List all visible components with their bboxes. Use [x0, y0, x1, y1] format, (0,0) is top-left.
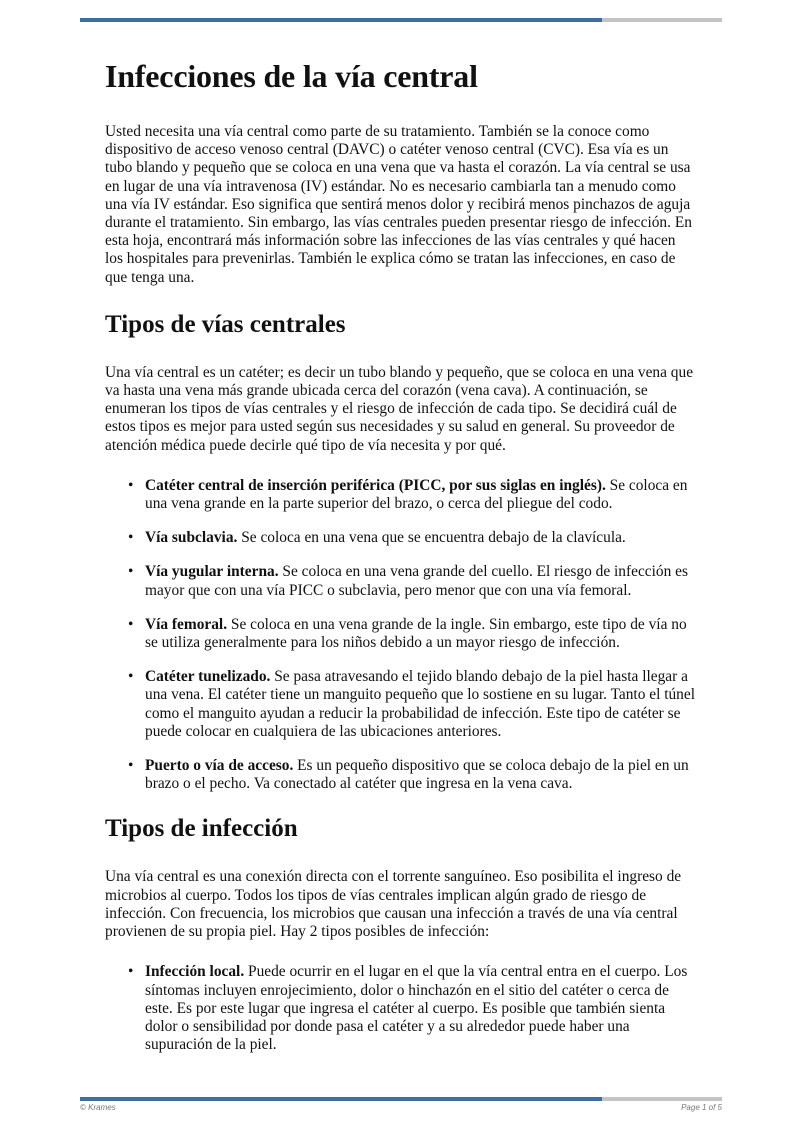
bottom-rule-gray: [602, 1097, 722, 1101]
section-heading-tipos-infeccion: Tipos de infección: [105, 815, 298, 843]
section-paragraph-tipos-infeccion: Una vía central es una conexión directa con el torrente sanguíneo. Eso posibilita el ingreso de microbios al cuerpo. Todos los tipos de vías centrales implican algún grado de riesgo de infección. Con frecuencia, los microbios que causan una infección a través de una vía central provienen de su propia piel. Hay 2 tipos posibles de infección:: [105, 868, 682, 941]
list-item-term: Catéter central de inserción periférica (PICC, por sus siglas en inglés).: [145, 476, 606, 494]
bullet-icon: •: [128, 757, 134, 775]
bullet-icon: •: [128, 963, 134, 981]
list-item-text: Se pasa atravesando el tejido blando debajo de la piel hasta llegar a una vena. El catéter tiene un manguito pequeño que lo sostiene en su lugar. Tanto el túnel como el manguito ayudan a reducir la probabilidad de infección. Este tipo de catéter se puede colocar en cualquiera de las ubicaciones anteriores.: [145, 668, 695, 740]
list-item-text: Se coloca en una vena grande en la parte superior del brazo, o cerca del pliegue del codo.: [145, 476, 688, 513]
footer-copyright: © Krames: [80, 1103, 116, 1112]
document-body: [105, 50, 695, 1074]
list-item-term: Vía yugular interna.: [145, 563, 279, 581]
section-paragraph-tipos-vias: Una vía central es un catéter; es decir un tubo blando y pequeño, que se coloca en una vena que va hasta una vena más grande ubicada cerca del corazón (vena cava). A continuación, se enumeran los tipos de vías centrales y el riesgo de infección de cada tipo. Se decidirá cuál de estos tipos es mejor para usted según sus necesidades y su salud en general. Su proveedor de atención médica puede decirle qué tipo de vía necesita y por qué.: [105, 363, 694, 454]
list-item-text: Se coloca en una vena que se encuentra debajo de la clavícula.: [237, 529, 626, 547]
top-rule-accent: [80, 18, 602, 22]
list-tipos-infeccion: [105, 963, 695, 1054]
intro-paragraph: Usted necesita una vía central como parte de su tratamiento. También se la conoce como dispositivo de acceso venoso central (DAVC) o catéter venoso central (CVC). Esa vía es un tubo blando y pequeño que se coloca en una vena que va hasta el corazón. La vía central se usa en lugar de una vía intravenosa (IV) estándar. No es necesario cambiarla tan a menudo como una vía IV estándar. Eso significa que sentirá menos dolor y recibirá menos pinchazos de aguja durante el tratamiento. Sin embargo, las vías centrales pueden presentar riesgo de infección. En esta hoja, encontrará más información sobre las infecciones de las vías centrales y qué hacen los hospitales para prevenirlas. También le explica cómo se tratan las infecciones, en caso de que tenga una.: [105, 123, 692, 286]
list-item-term: Vía subclavia.: [145, 529, 238, 547]
bullet-icon: •: [128, 615, 134, 633]
bottom-rule-accent: [80, 1097, 602, 1101]
list-item-text: Se coloca en una vena grande de la ingle. Sin embargo, este tipo de vía no se utiliza generalmente para los niños debido a un mayor riesgo de infección.: [145, 615, 687, 652]
bullet-icon: •: [128, 668, 134, 686]
section-heading-tipos-vias: Tipos de vías centrales: [105, 310, 346, 338]
list-item-text: Puede ocurrir en el lugar en el que la vía central entra en el cuerpo. Los síntomas incluyen enrojecimiento, dolor o hinchazón en el sitio del catéter o cerca de este. Es por este lugar que ingresa el catéter al cuerpo. Es posible que también sienta dolor o sensibilidad por donde pasa el catéter y a su alrededor puede haber una supuración de la piel.: [145, 963, 688, 1054]
list-item-text: Es un pequeño dispositivo que se coloca debajo de la piel en un brazo o el pecho. Va conectado al catéter que ingresa en la vena cava.: [145, 757, 689, 793]
top-rule: [80, 18, 722, 22]
list-item: [105, 757, 695, 793]
list-item-term: Vía femoral.: [145, 615, 228, 633]
top-rule-gray: [602, 18, 722, 22]
list-item: [105, 616, 695, 652]
footer-page-number: Page 1 of 5: [681, 1103, 722, 1112]
bullet-icon: •: [128, 529, 134, 547]
list-item-term: Puerto o vía de acceso.: [145, 757, 294, 775]
bullet-icon: •: [128, 563, 134, 581]
list-item-term: Infección local.: [145, 963, 245, 981]
bullet-icon: •: [128, 476, 134, 494]
list-item: [105, 668, 695, 741]
list-item: [105, 563, 695, 599]
page-title: Infecciones de la vía central: [105, 58, 478, 94]
list-item: [105, 963, 695, 1054]
list-item: [105, 529, 695, 547]
bottom-rule: [80, 1097, 722, 1101]
list-item-text: Se coloca en una vena grande del cuello. El riesgo de infección es mayor que con una vía PICC o subclavia, pero menor que con una vía femoral.: [145, 563, 688, 599]
list-tipos-vias: [105, 477, 695, 794]
list-item-term: Catéter tunelizado.: [145, 668, 271, 686]
list-item: [105, 477, 695, 513]
